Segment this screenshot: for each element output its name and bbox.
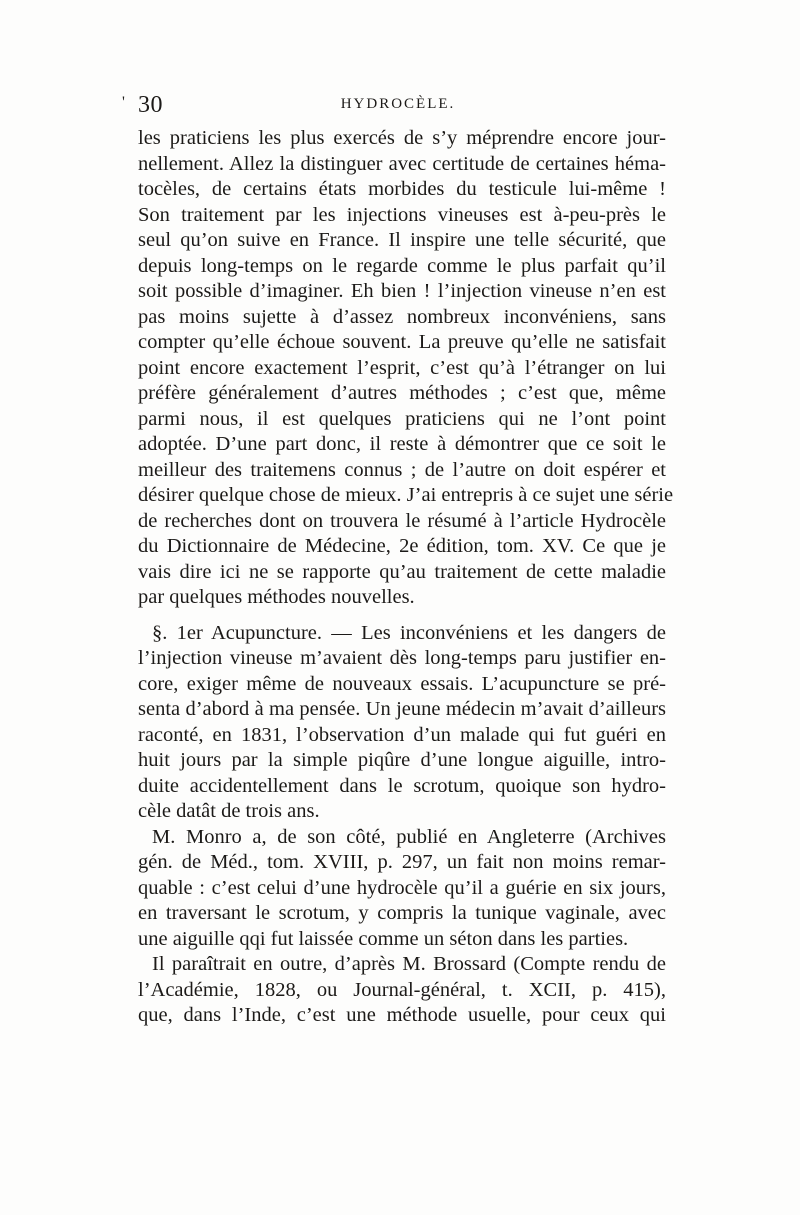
text-line: adoptée. D’une part donc, il reste à démontrer que ce soit le (138, 433, 666, 455)
body-text (138, 126, 674, 1029)
text-line: du Dictionnaire de Médecine, 2e édition, tom. XV. Ce que je (138, 535, 666, 557)
text-line: soit possible d’imaginer. Eh bien ! l’injection vineuse n’en est (138, 280, 666, 302)
running-head: HYDROCÈLE. (340, 96, 456, 112)
text-line: tocèles, de certains états morbides du testicule lui-même ! (138, 178, 666, 200)
text-line: nellement. Allez la distinguer avec certitude de certaines héma- (138, 152, 666, 175)
margin-mark: ' (122, 94, 125, 111)
text-line: pas moins sujette à d’assez nombreux inconvéniens, sans (138, 305, 666, 328)
section-heading-line: §. 1er Acupuncture. — Les inconvéniens et les dangers de (152, 621, 666, 644)
text-line: que, dans l’Inde, c’est une méthode usuelle, pour ceux qui (138, 1004, 666, 1026)
text-line: vais dire ici ne se rapporte qu’au traitement de cette maladie (138, 560, 666, 583)
text-line: raconté, en 1831, l’observation d’un malade qui fut guéri en (138, 723, 666, 746)
text-line: l’Académie, 1828, ou Journal-général, t. XCII, p. 415), (138, 978, 666, 1001)
page-number: 30 (138, 92, 163, 118)
text-line: en traversant le scrotum, y compris la tunique vaginale, avec (138, 902, 666, 924)
text-line: préfère généralement d’autres méthodes ; c’est que, même (138, 382, 666, 404)
text-line: depuis long-temps on le regarde comme le plus parfait qu’il (138, 254, 666, 277)
text-line: huit jours par la simple piqûre d’une longue aiguille, intro- (138, 749, 666, 771)
text-line: M. Monro a, de son côté, publié en Angleterre (Archives (152, 825, 666, 848)
text-line: parmi nous, il est quelques praticiens qui ne l’ont point (138, 407, 666, 430)
text-line: quable : c’est celui d’une hydrocèle qu’il a guérie en six jours, (138, 876, 666, 899)
text-line: les praticiens les plus exercés de s’y méprendre encore jour- (138, 127, 666, 149)
page-header (118, 92, 678, 122)
text-line: par quelques méthodes nouvelles. (138, 586, 415, 608)
text-line: meilleur des traitemens connus ; de l’autre on doit espérer et (138, 458, 666, 481)
text-line: une aiguille qqi fut laissée comme un séton dans les parties. (138, 927, 629, 950)
text-line: de recherches dont on trouvera le résumé à l’article Hydrocèle (138, 509, 666, 532)
text-line: compter qu’elle échoue souvent. La preuve qu’elle ne satisfait (138, 331, 666, 353)
text-line: seul qu’on suive en France. Il inspire une telle sécurité, que (138, 229, 666, 251)
text-line: gén. de Méd., tom. XVIII, p. 297, un fait non moins remar- (138, 851, 666, 873)
text-line: core, exiger même de nouveaux essais. L’acupuncture se pré- (138, 672, 666, 695)
text-line: désirer quelque chose de mieux. J’ai entrepris à ce sujet une série (138, 484, 674, 506)
text-line: Son traitement par les injections vineuses est à-peu-près le (138, 203, 666, 226)
text-line: Il paraîtrait en outre, d’après M. Brossard (Compte rendu de (152, 953, 666, 975)
text-line: point encore exactement l’esprit, c’est qu’à l’étranger on lui (138, 356, 666, 379)
text-line: cèle datât de trois ans. (138, 800, 320, 822)
text-line: senta d’abord à ma pensée. Un jeune médecin m’avait d’ailleurs (138, 698, 666, 720)
text-line: l’injection vineuse m’avaient dès long-temps paru justifier en- (138, 647, 666, 669)
text-line: duite accidentellement dans le scrotum, quoique son hydro- (138, 774, 666, 797)
